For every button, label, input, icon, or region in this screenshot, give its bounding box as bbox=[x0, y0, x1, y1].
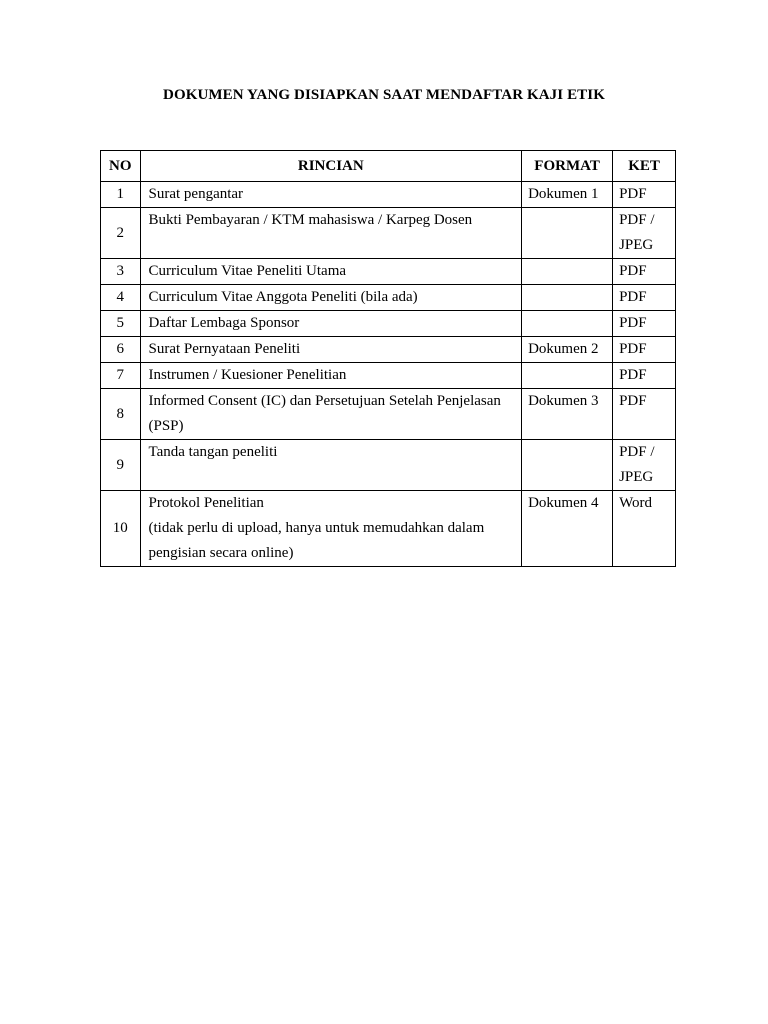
ket-line: PDF bbox=[619, 186, 647, 202]
rincian-line: Curriculum Vitae Peneliti Utama bbox=[148, 263, 347, 279]
row-ket bbox=[613, 389, 676, 440]
row-number: 10 bbox=[101, 491, 141, 567]
header-ket: KET bbox=[613, 151, 676, 182]
rincian-line: Tanda tangan peneliti bbox=[148, 444, 278, 460]
rincian-line: (tidak perlu di upload, hanya untuk memudahkan dalam bbox=[148, 520, 485, 536]
page-title: DOKUMEN YANG DISIAPKAN SAAT MENDAFTAR KAJI ETIK bbox=[163, 87, 605, 103]
ket-line: JPEG bbox=[619, 237, 654, 253]
row-rincian bbox=[140, 285, 522, 311]
row-format bbox=[522, 363, 613, 389]
table-row bbox=[101, 259, 676, 285]
table-body bbox=[101, 182, 676, 567]
table-row bbox=[101, 311, 676, 337]
row-rincian bbox=[140, 259, 522, 285]
row-number: 7 bbox=[101, 363, 141, 389]
row-ket bbox=[613, 182, 676, 208]
row-rincian bbox=[140, 182, 522, 208]
ket-line: Word bbox=[619, 495, 653, 511]
ket-line: PDF bbox=[619, 263, 647, 279]
row-format bbox=[522, 311, 613, 337]
rincian-line: pengisian secara online) bbox=[148, 545, 294, 561]
row-rincian bbox=[140, 363, 522, 389]
ket-line: PDF bbox=[619, 289, 647, 305]
row-format bbox=[522, 259, 613, 285]
row-format: Dokumen 1 bbox=[522, 182, 613, 208]
row-format: Dokumen 3 bbox=[522, 389, 613, 440]
row-rincian bbox=[140, 208, 522, 259]
row-ket bbox=[613, 363, 676, 389]
row-number: 2 bbox=[101, 208, 141, 259]
row-rincian bbox=[140, 491, 522, 567]
rincian-line: (PSP) bbox=[148, 418, 184, 434]
row-number: 6 bbox=[101, 337, 141, 363]
ket-line: PDF bbox=[619, 393, 647, 409]
row-ket bbox=[613, 259, 676, 285]
ket-line: PDF bbox=[619, 315, 647, 331]
row-format: Dokumen 2 bbox=[522, 337, 613, 363]
row-ket bbox=[613, 311, 676, 337]
table-row bbox=[101, 285, 676, 311]
ket-line: JPEG bbox=[619, 469, 654, 485]
table-header bbox=[101, 151, 676, 182]
row-number: 5 bbox=[101, 311, 141, 337]
header-row bbox=[101, 151, 676, 182]
table-row bbox=[101, 182, 676, 208]
rincian-line: Bukti Pembayaran / KTM mahasiswa / Karpeg Dosen bbox=[148, 212, 473, 228]
documents-table bbox=[100, 150, 676, 567]
header-rincian: RINCIAN bbox=[140, 151, 522, 182]
row-ket bbox=[613, 208, 676, 259]
rincian-line: Protokol Penelitian bbox=[148, 495, 264, 511]
table-row bbox=[101, 389, 676, 440]
rincian-line: Surat Pernyataan Peneliti bbox=[148, 341, 301, 357]
row-format bbox=[522, 285, 613, 311]
row-rincian bbox=[140, 311, 522, 337]
table-row bbox=[101, 363, 676, 389]
table-row bbox=[101, 491, 676, 567]
row-format bbox=[522, 440, 613, 491]
table-row bbox=[101, 208, 676, 259]
table-row bbox=[101, 337, 676, 363]
ket-line: PDF / bbox=[619, 212, 655, 228]
row-ket bbox=[613, 440, 676, 491]
header-no: NO bbox=[101, 151, 141, 182]
row-rincian bbox=[140, 337, 522, 363]
rincian-line: Daftar Lembaga Sponsor bbox=[148, 315, 300, 331]
row-ket bbox=[613, 285, 676, 311]
rincian-line: Instrumen / Kuesioner Penelitian bbox=[148, 367, 347, 383]
header-format: FORMAT bbox=[522, 151, 613, 182]
rincian-line: Curriculum Vitae Anggota Peneliti (bila ada) bbox=[148, 289, 418, 305]
row-number: 8 bbox=[101, 389, 141, 440]
row-number: 1 bbox=[101, 182, 141, 208]
ket-line: PDF / bbox=[619, 444, 655, 460]
row-format: Dokumen 4 bbox=[522, 491, 613, 567]
row-number: 9 bbox=[101, 440, 141, 491]
row-format bbox=[522, 208, 613, 259]
rincian-line: Surat pengantar bbox=[148, 186, 244, 202]
row-number: 3 bbox=[101, 259, 141, 285]
row-rincian bbox=[140, 440, 522, 491]
rincian-line: Informed Consent (IC) dan Persetujuan Setelah Penjelasan bbox=[148, 393, 501, 409]
ket-line: PDF bbox=[619, 341, 647, 357]
row-ket bbox=[613, 491, 676, 567]
row-number: 4 bbox=[101, 285, 141, 311]
table-row bbox=[101, 440, 676, 491]
row-ket bbox=[613, 337, 676, 363]
ket-line: PDF bbox=[619, 367, 647, 383]
row-rincian bbox=[140, 389, 522, 440]
